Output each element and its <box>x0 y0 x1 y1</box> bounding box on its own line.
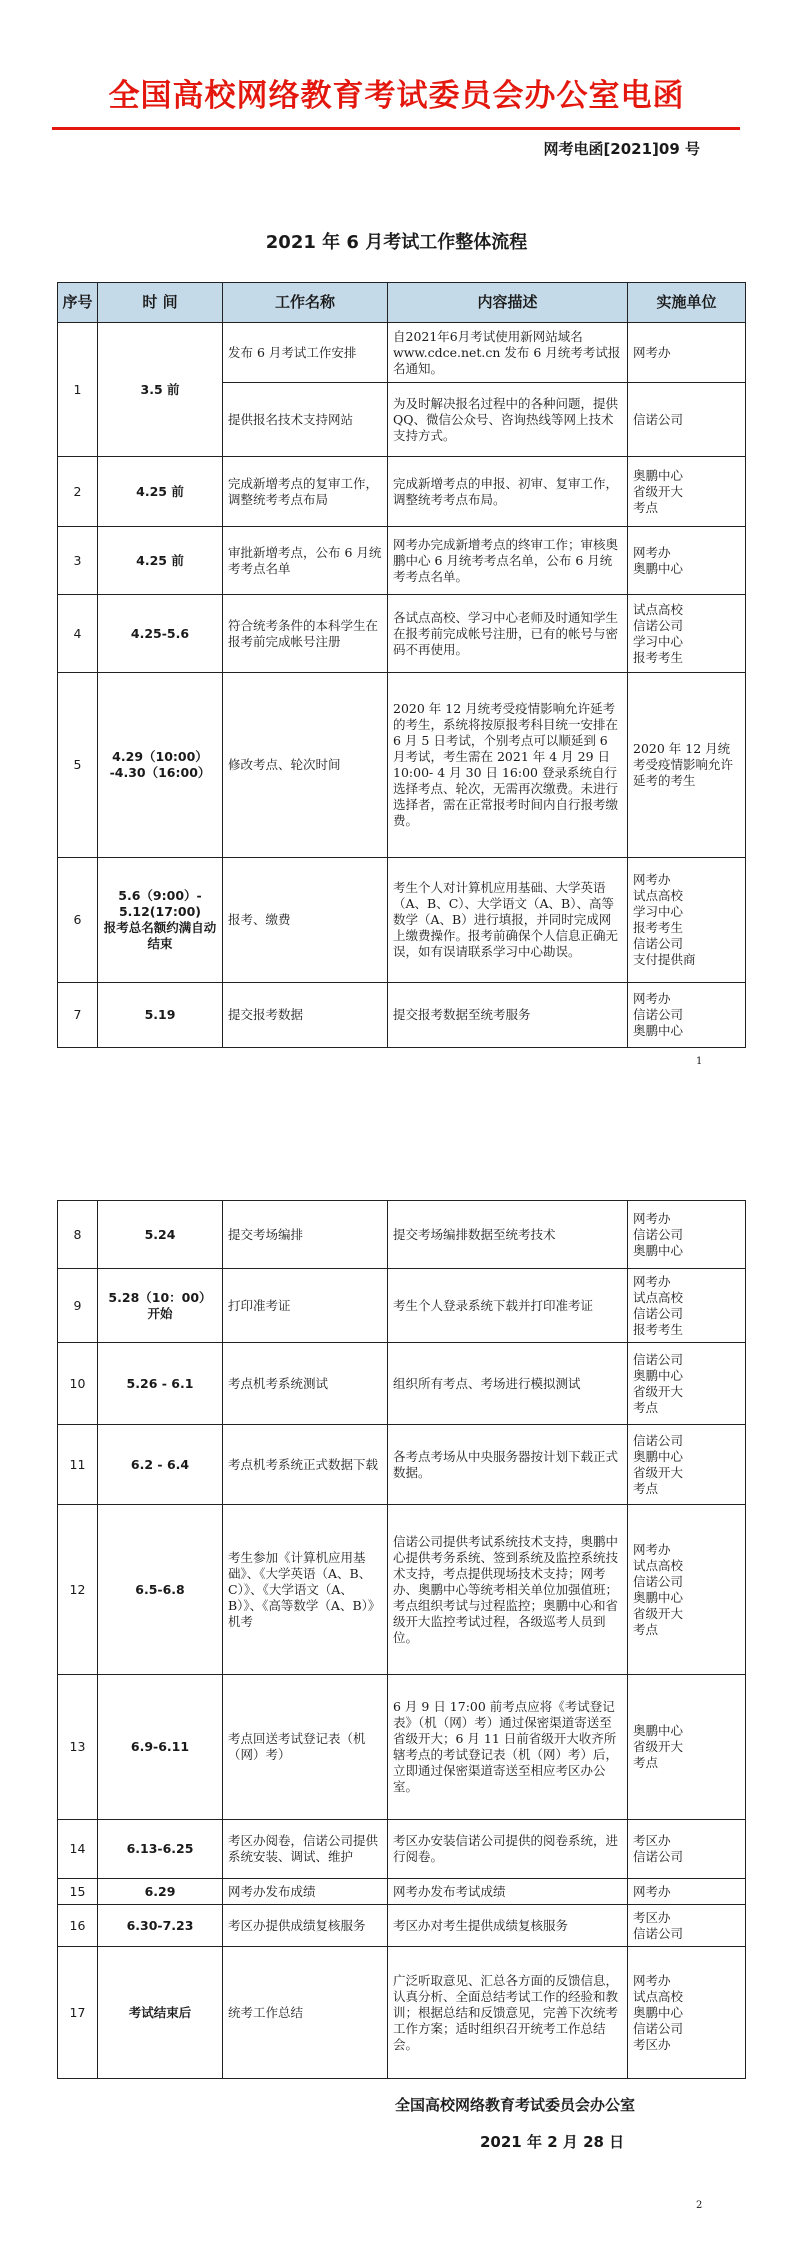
table-header-row <box>58 283 746 323</box>
row-task-name: 提供报名技术支持网站 <box>223 383 388 457</box>
row-time: 6.29 <box>98 1879 223 1905</box>
row-task-name: 网考办发布成绩 <box>223 1879 388 1905</box>
table-row <box>58 1820 746 1879</box>
row-unit: 网考办 试点高校 信诺公司 奥鹏中心 省级开大 考点 <box>628 1505 746 1675</box>
column-header-task-name: 工作名称 <box>223 283 388 323</box>
row-task-name: 考点回送考试登记表（机（网）考） <box>223 1675 388 1820</box>
table-row <box>58 1269 746 1343</box>
row-description: 网考办完成新增考点的终审工作；审核奥鹏中心 6 月统考考点名单，公布 6 月统考考点名单。 <box>388 527 628 595</box>
row-task-name: 审批新增考点，公布 6 月统考考点名单 <box>223 527 388 595</box>
row-task-name: 修改考点、轮次时间 <box>223 673 388 858</box>
row-number: 13 <box>58 1675 98 1820</box>
page-number-1: 1 <box>696 1056 703 1067</box>
row-time: 5.6（9:00）- 5.12(17:00) 报考总名额约满自动结束 <box>98 858 223 983</box>
row-number: 16 <box>58 1905 98 1947</box>
row-description: 考区办对考生提供成绩复核服务 <box>388 1905 628 1947</box>
row-time: 5.24 <box>98 1201 223 1269</box>
row-description: 网考办发布考试成绩 <box>388 1879 628 1905</box>
row-task-name: 报考、缴费 <box>223 858 388 983</box>
column-header-time: 时 间 <box>98 283 223 323</box>
row-time: 5.26 - 6.1 <box>98 1343 223 1425</box>
row-time: 6.13-6.25 <box>98 1820 223 1879</box>
row-description: 为及时解决报名过程中的各种问题，提供 QQ、微信公众号、咨询热线等网上技术支持方式。 <box>388 383 628 457</box>
column-header-description: 内容描述 <box>388 283 628 323</box>
document-title: 2021 年 6 月考试工作整体流程 <box>265 232 528 253</box>
row-number: 17 <box>58 1947 98 2079</box>
row-time: 4.25-5.6 <box>98 595 223 673</box>
row-unit: 试点高校 信诺公司 学习中心 报考考生 <box>628 595 746 673</box>
row-time: 4.25 前 <box>98 527 223 595</box>
table-row <box>58 1905 746 1947</box>
table-row <box>58 1343 746 1425</box>
table-row <box>58 1425 746 1505</box>
table-row <box>58 323 746 383</box>
row-description: 信诺公司提供考试系统技术支持，奥鹏中心提供考务系统、签到系统及监控系统技术支持，考点提供现场技术支持；网考办、奥鹏中心等统考相关单位加强值班；考点组织考试与过程监控；奥鹏中心和省级开大监控考试过程，各级巡考人员到位。 <box>388 1505 628 1675</box>
row-task-name: 符合统考条件的本科学生在报考前完成帐号注册 <box>223 595 388 673</box>
row-unit: 考区办 信诺公司 <box>628 1905 746 1947</box>
row-description: 各考点考场从中央服务器按计划下载正式数据。 <box>388 1425 628 1505</box>
row-unit: 网考办 奥鹏中心 <box>628 527 746 595</box>
row-description: 组织所有考点、考场进行模拟测试 <box>388 1343 628 1425</box>
row-task-name: 考区办提供成绩复核服务 <box>223 1905 388 1947</box>
row-task-name: 考点机考系统正式数据下载 <box>223 1425 388 1505</box>
page-number-2: 2 <box>696 2200 703 2211</box>
row-task-name: 完成新增考点的复审工作，调整统考考点布局 <box>223 457 388 527</box>
row-unit: 信诺公司 奥鹏中心 省级开大 考点 <box>628 1425 746 1505</box>
row-unit: 网考办 <box>628 1879 746 1905</box>
row-time: 5.19 <box>98 983 223 1048</box>
row-time: 4.29（10:00） -4.30（16:00） <box>98 673 223 858</box>
row-number: 3 <box>58 527 98 595</box>
table-row <box>58 1505 746 1675</box>
row-task-name: 考区办阅卷，信诺公司提供系统安装、调试、维护 <box>223 1820 388 1879</box>
row-task-name: 统考工作总结 <box>223 1947 388 2079</box>
table-row <box>58 595 746 673</box>
column-header-unit: 实施单位 <box>628 283 746 323</box>
signature-date: 2021 年 2 月 28 日 <box>480 2133 625 2151</box>
row-description: 考区办安装信诺公司提供的阅卷系统，进行阅卷。 <box>388 1820 628 1879</box>
table-row <box>58 1675 746 1820</box>
signature-organization: 全国高校网络教育考试委员会办公室 <box>395 2096 636 2114</box>
row-description: 完成新增考点的申报、初审、复审工作，调整统考考点布局。 <box>388 457 628 527</box>
row-task-name: 提交考场编排 <box>223 1201 388 1269</box>
row-time: 3.5 前 <box>98 323 223 457</box>
process-table-page-2 <box>57 1200 746 2079</box>
row-number: 8 <box>58 1201 98 1269</box>
row-time: 6.5-6.8 <box>98 1505 223 1675</box>
row-description: 提交考场编排数据至统考技术 <box>388 1201 628 1269</box>
table-row <box>58 457 746 527</box>
row-description: 各试点高校、学习中心老师及时通知学生在报考前完成帐号注册，已有的帐号与密码不再使用。 <box>388 595 628 673</box>
row-number: 7 <box>58 983 98 1048</box>
column-header-number: 序号 <box>58 283 98 323</box>
table-row <box>58 1201 746 1269</box>
row-number: 14 <box>58 1820 98 1879</box>
row-description: 考生个人登录系统下载并打印准考证 <box>388 1269 628 1343</box>
row-time: 6.30-7.23 <box>98 1905 223 1947</box>
row-number: 5 <box>58 673 98 858</box>
row-number: 4 <box>58 595 98 673</box>
table-row <box>58 673 746 858</box>
row-number: 2 <box>58 457 98 527</box>
row-number: 9 <box>58 1269 98 1343</box>
row-unit: 网考办 试点高校 信诺公司 报考考生 <box>628 1269 746 1343</box>
table-row <box>58 1947 746 2079</box>
row-unit: 网考办 试点高校 学习中心 报考考生 信诺公司 支付提供商 <box>628 858 746 983</box>
row-unit: 信诺公司 <box>628 383 746 457</box>
letterhead-title: 全国高校网络教育考试委员会办公室电函 <box>108 78 685 114</box>
row-task-name: 考生参加《计算机应用基础》、《大学英语（A、B、C）》、《大学语文（A、B）》、《高等数学（A、B）》机考 <box>223 1505 388 1675</box>
process-table-page-1 <box>57 282 746 1048</box>
row-task-name: 考点机考系统测试 <box>223 1343 388 1425</box>
row-time: 考试结束后 <box>98 1947 223 2079</box>
row-description: 考生个人对计算机应用基础、大学英语（A、B、C）、大学语文（A、B）、高等数学（A、B）进行填报，并同时完成网上缴费操作。报考前确保个人信息正确无误，如有误请联系学习中心勘误。 <box>388 858 628 983</box>
row-time: 4.25 前 <box>98 457 223 527</box>
row-unit: 奥鹏中心 省级开大 考点 <box>628 457 746 527</box>
row-description: 提交报考数据至统考服务 <box>388 983 628 1048</box>
letterhead-rule <box>52 127 740 130</box>
row-unit: 网考办 <box>628 323 746 383</box>
row-task-name: 打印准考证 <box>223 1269 388 1343</box>
row-task-name: 提交报考数据 <box>223 983 388 1048</box>
table-row <box>58 858 746 983</box>
row-description: 自2021年6月考试使用新网站域名 www.cdce.net.cn 发布 6 月统考考试报名通知。 <box>388 323 628 383</box>
row-unit: 信诺公司 奥鹏中心 省级开大 考点 <box>628 1343 746 1425</box>
row-time: 5.28（10：00） 开始 <box>98 1269 223 1343</box>
row-unit: 2020 年 12 月统考受疫情影响允许延考的考生 <box>628 673 746 858</box>
row-number: 10 <box>58 1343 98 1425</box>
row-unit: 网考办 信诺公司 奥鹏中心 <box>628 1201 746 1269</box>
row-unit: 网考办 试点高校 奥鹏中心 信诺公司 考区办 <box>628 1947 746 2079</box>
row-time: 6.2 - 6.4 <box>98 1425 223 1505</box>
row-number: 12 <box>58 1505 98 1675</box>
row-unit: 考区办 信诺公司 <box>628 1820 746 1879</box>
row-description: 广泛听取意见、汇总各方面的反馈信息，认真分析、全面总结考试工作的经验和教训；根据总结和反馈意见，完善下次统考工作方案；适时组织召开统考工作总结会。 <box>388 1947 628 2079</box>
row-number: 11 <box>58 1425 98 1505</box>
row-task-name: 发布 6 月考试工作安排 <box>223 323 388 383</box>
row-time: 6.9-6.11 <box>98 1675 223 1820</box>
table-row <box>58 983 746 1048</box>
row-number: 15 <box>58 1879 98 1905</box>
table-row <box>58 527 746 595</box>
row-unit: 奥鹏中心 省级开大 考点 <box>628 1675 746 1820</box>
row-unit: 网考办 信诺公司 奥鹏中心 <box>628 983 746 1048</box>
row-description: 6 月 9 日 17:00 前考点应将《考试登记表》（机（网）考）通过保密渠道寄送至省级开大；6 月 11 日前省级开大收齐所辖考点的考试登记表（机（网）考）后，立即通过保密渠道寄送至相应考区办公室。 <box>388 1675 628 1820</box>
table-row <box>58 1879 746 1905</box>
row-description: 2020 年 12 月统考受疫情影响允许延考的考生，系统将按原报考科目统一安排在 6 月 5 日考试，个别考点可以顺延到 6 月考试，考生需在 2021 年 4 月 29 日 10:00- 4 月 30 日 16:00 登录系统自行选择考点、轮次，无需再次缴费。未进行选择者，需在正常报考时间内自行报考缴费。 <box>388 673 628 858</box>
row-number: 6 <box>58 858 98 983</box>
row-number: 1 <box>58 323 98 457</box>
document-number: 网考电函[2021]09 号 <box>543 140 700 158</box>
